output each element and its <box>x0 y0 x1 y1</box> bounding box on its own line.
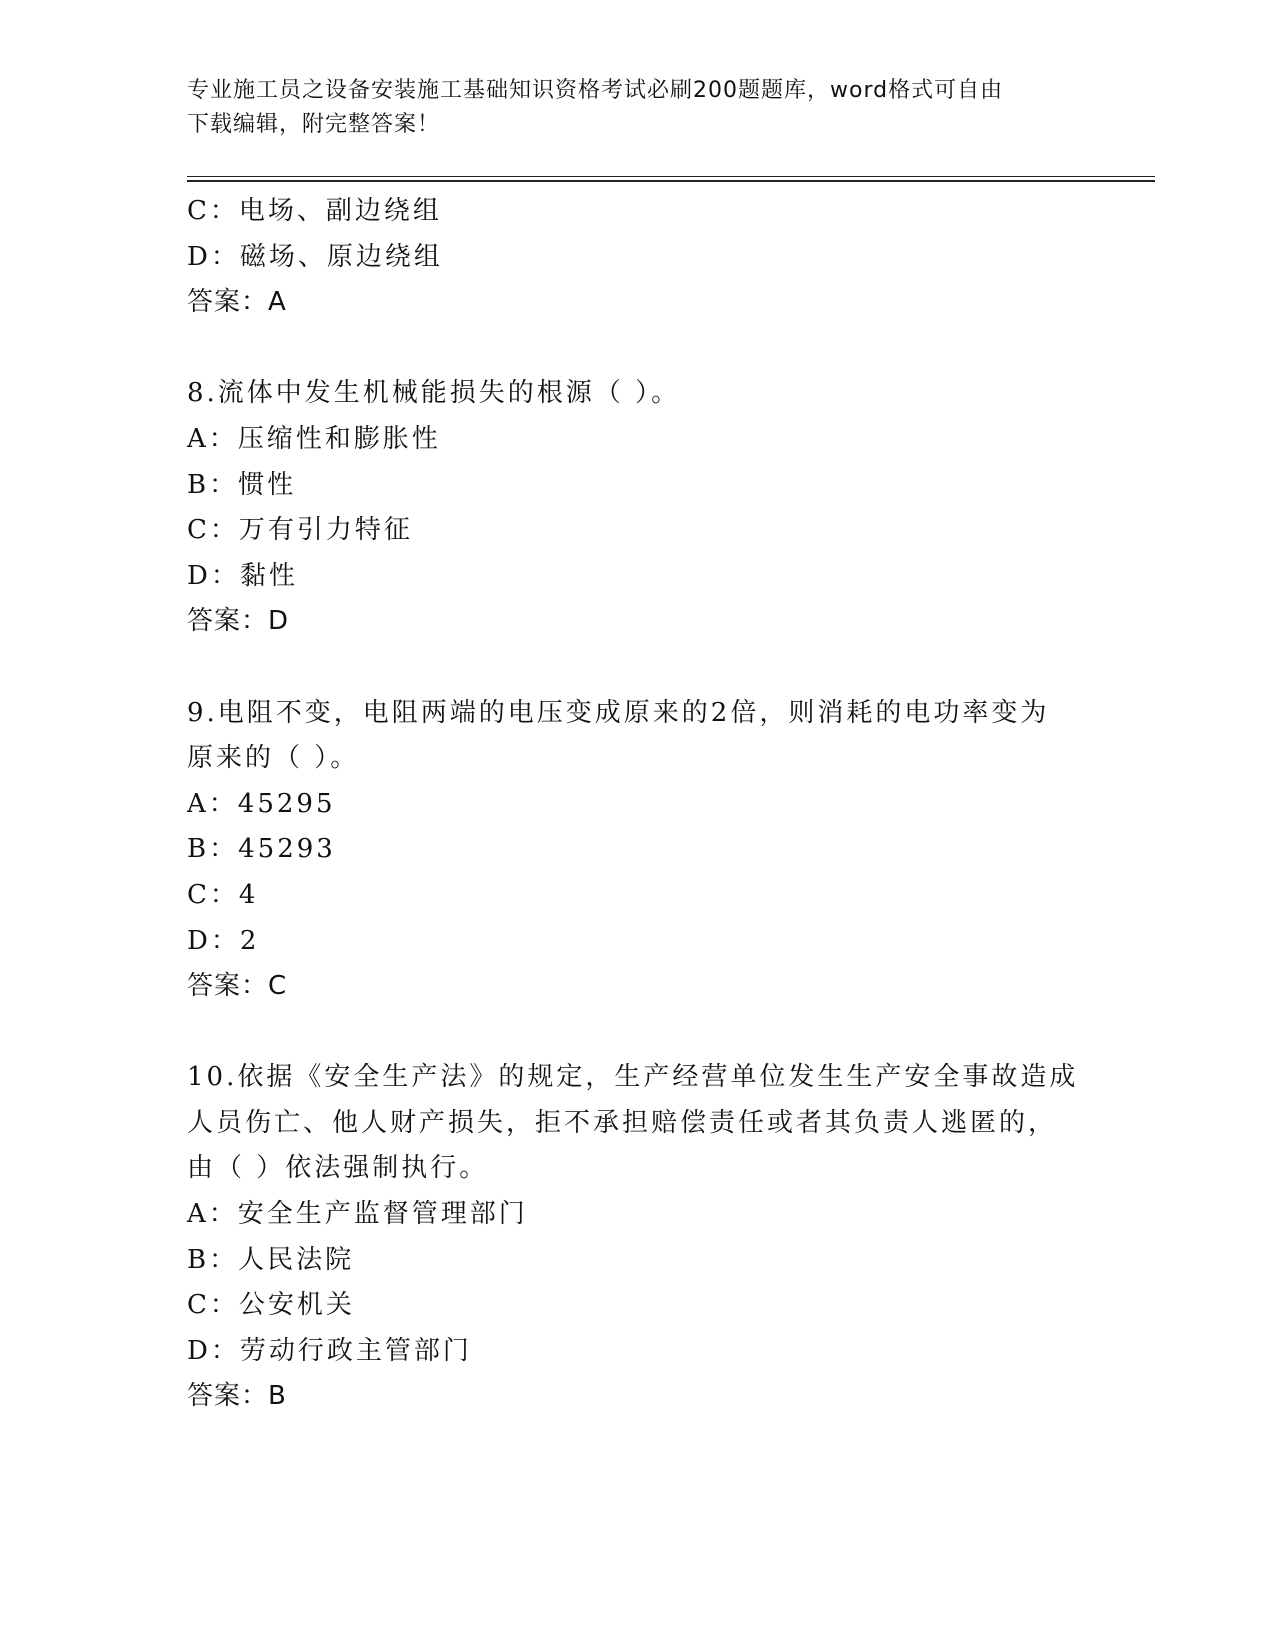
question-content <box>187 189 1087 1420</box>
option-a: A：45295 <box>187 788 336 819</box>
option-b: B：惯性 <box>187 469 297 500</box>
option-d: D：劳动行政主管部门 <box>187 1335 472 1366</box>
question-stem-line-3: 由（ ）依法强制执行。 <box>187 1153 489 1184</box>
option-d: D：磁场、原边绕组 <box>187 241 443 272</box>
answer-line: 答案：C <box>187 971 288 1002</box>
spacer <box>187 1010 1087 1056</box>
header-title-line-1: 专业施工员之设备安装施工基础知识资格考试必刷200题题库，word格式可自由 <box>187 78 1004 103</box>
header-divider-thin <box>187 176 1155 177</box>
question-9 <box>187 691 1087 1010</box>
previous-question-tail <box>187 189 1087 326</box>
question-stem-line-2: 原来的（ ）。 <box>187 743 360 774</box>
option-c: C：万有引力特征 <box>187 515 413 546</box>
question-stem: 8.流体中发生机械能损失的根源（ ）。 <box>187 378 681 409</box>
option-c: C：公安机关 <box>187 1290 355 1321</box>
option-b: B：45293 <box>187 834 336 865</box>
option-c: C：电场、副边绕组 <box>187 196 442 226</box>
question-stem-line-1: 9.电阻不变，电阻两端的电压变成原来的2倍，则消耗的电功率变为 <box>187 697 1050 728</box>
option-b: B：人民法院 <box>187 1244 355 1275</box>
document-header <box>187 74 1067 142</box>
answer-line: 答案：A <box>187 287 287 318</box>
answer-line: 答案：B <box>187 1381 287 1412</box>
question-stem-line-2: 人员伤亡、他人财产损失，拒不承担赔偿责任或者其负责人逃匿的， <box>187 1107 1058 1138</box>
question-8 <box>187 371 1087 645</box>
option-c: C：4 <box>187 879 259 910</box>
option-a: A：安全生产监督管理部门 <box>187 1199 528 1230</box>
header-title-line-2: 下载编辑，附完整答案！ <box>187 112 441 137</box>
spacer <box>187 645 1087 691</box>
option-d: D：黏性 <box>187 560 298 591</box>
answer-line: 答案：D <box>187 606 290 637</box>
question-10 <box>187 1055 1087 1420</box>
question-stem-line-1: 10.依据《安全生产法》的规定，生产经营单位发生生产安全事故造成 <box>187 1062 1079 1093</box>
option-a: A：压缩性和膨胀性 <box>187 423 441 454</box>
spacer <box>187 326 1087 372</box>
header-divider-thick <box>187 180 1155 182</box>
option-d: D：2 <box>187 925 260 956</box>
